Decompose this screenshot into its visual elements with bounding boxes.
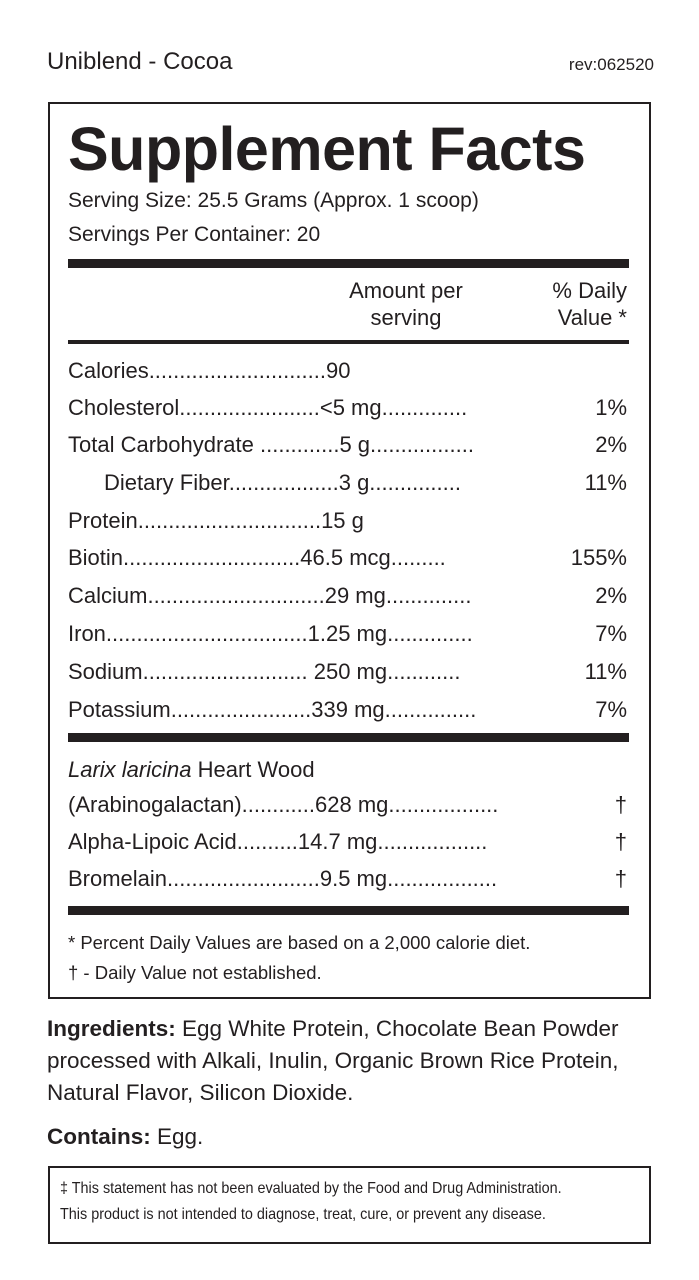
disclaimer-line-2: This product is not intended to diagnose, treat, cure, or prevent any disease. bbox=[60, 1206, 546, 1223]
larix-latin-name: Larix laricina bbox=[68, 757, 192, 782]
contains-text: Egg. bbox=[150, 1124, 204, 1149]
dv-dietary-fiber: 11% bbox=[584, 470, 627, 495]
nutrient-row-cholesterol: Cholesterol.......................<5 mg.............. bbox=[68, 395, 468, 420]
product-name: Uniblend - Cocoa bbox=[47, 48, 233, 75]
supplement-facts-panel bbox=[48, 102, 651, 999]
thick-divider-bottom bbox=[68, 906, 629, 915]
dv-iron: 7% bbox=[595, 621, 627, 646]
fda-disclaimer-box bbox=[48, 1166, 651, 1244]
ingredients-section bbox=[47, 1013, 657, 1109]
ingredients-text: Egg White Protein, Chocolate Bean Powder processed with Alkali, Inulin, Organic Brown Rice Protein, Natural Flavor, Silicon Dioxide. bbox=[47, 1016, 619, 1105]
facts-title: Supplement Facts bbox=[68, 115, 586, 183]
dv-bromelain: † bbox=[614, 866, 627, 891]
nutrient-row-calories: Calories.............................90 bbox=[68, 358, 351, 383]
dv-biotin: 155% bbox=[570, 545, 627, 570]
dv-alpha-lipoic-acid: † bbox=[614, 829, 627, 854]
contains-label: Contains: bbox=[47, 1124, 151, 1149]
nutrient-row-iron: Iron.................................1.25 mg.............. bbox=[68, 621, 473, 646]
daily-value-header bbox=[552, 277, 627, 331]
nutrient-row-biotin: Biotin.............................46.5 mcg......... bbox=[68, 545, 446, 570]
ingredients-label: Ingredients: bbox=[47, 1016, 176, 1041]
dv-total-carbohydrate: 2% bbox=[595, 432, 627, 457]
dv-header-line-1: % Daily bbox=[552, 278, 627, 303]
footnote-daily-values: * Percent Daily Values are based on a 2,000 calorie diet. bbox=[68, 932, 531, 953]
amount-per-serving-header bbox=[328, 277, 484, 331]
dv-arabinogalactan: † bbox=[614, 792, 627, 817]
dv-potassium: 7% bbox=[595, 697, 627, 722]
larix-common-name: Heart Wood bbox=[191, 757, 315, 782]
disclaimer-line-1: ‡ This statement has not been evaluated by the Food and Drug Administration. bbox=[60, 1180, 562, 1197]
serving-size: Serving Size: 25.5 Grams (Approx. 1 scoop) bbox=[68, 189, 479, 212]
nutrient-row-protein: Protein..............................15 g bbox=[68, 508, 364, 533]
other-row-alpha-lipoic-acid: Alpha-Lipoic Acid..........14.7 mg.................. bbox=[68, 829, 488, 854]
other-row-bromelain: Bromelain.........................9.5 mg.................. bbox=[68, 866, 498, 891]
amount-header-line-1: Amount per bbox=[349, 278, 463, 303]
thick-divider-top bbox=[68, 259, 629, 268]
dv-sodium: 11% bbox=[584, 659, 627, 684]
dv-header-line-2: Value * bbox=[557, 305, 627, 330]
other-row-arabinogalactan: (Arabinogalactan)............628 mg.................. bbox=[68, 792, 499, 817]
contains-section bbox=[47, 1124, 203, 1150]
nutrient-row-potassium: Potassium.......................339 mg............... bbox=[68, 697, 477, 722]
other-row-larix-name bbox=[68, 757, 315, 783]
dv-cholesterol: 1% bbox=[595, 395, 627, 420]
amount-header-line-2: serving bbox=[370, 305, 442, 330]
dv-calcium: 2% bbox=[595, 583, 627, 608]
nutrient-row-total-carbohydrate: Total Carbohydrate .............5 g................. bbox=[68, 432, 474, 457]
revision-code: rev:062520 bbox=[568, 55, 654, 74]
nutrient-row-sodium: Sodium........................... 250 mg............ bbox=[68, 659, 461, 684]
nutrient-row-calcium: Calcium.............................29 mg.............. bbox=[68, 583, 472, 608]
servings-per-container: Servings Per Container: 20 bbox=[68, 223, 321, 246]
medium-divider bbox=[68, 340, 629, 344]
footnote-dagger: † - Daily Value not established. bbox=[68, 962, 322, 983]
thick-divider-middle bbox=[68, 733, 629, 742]
nutrient-row-dietary-fiber: Dietary Fiber..................3 g............... bbox=[104, 470, 461, 495]
